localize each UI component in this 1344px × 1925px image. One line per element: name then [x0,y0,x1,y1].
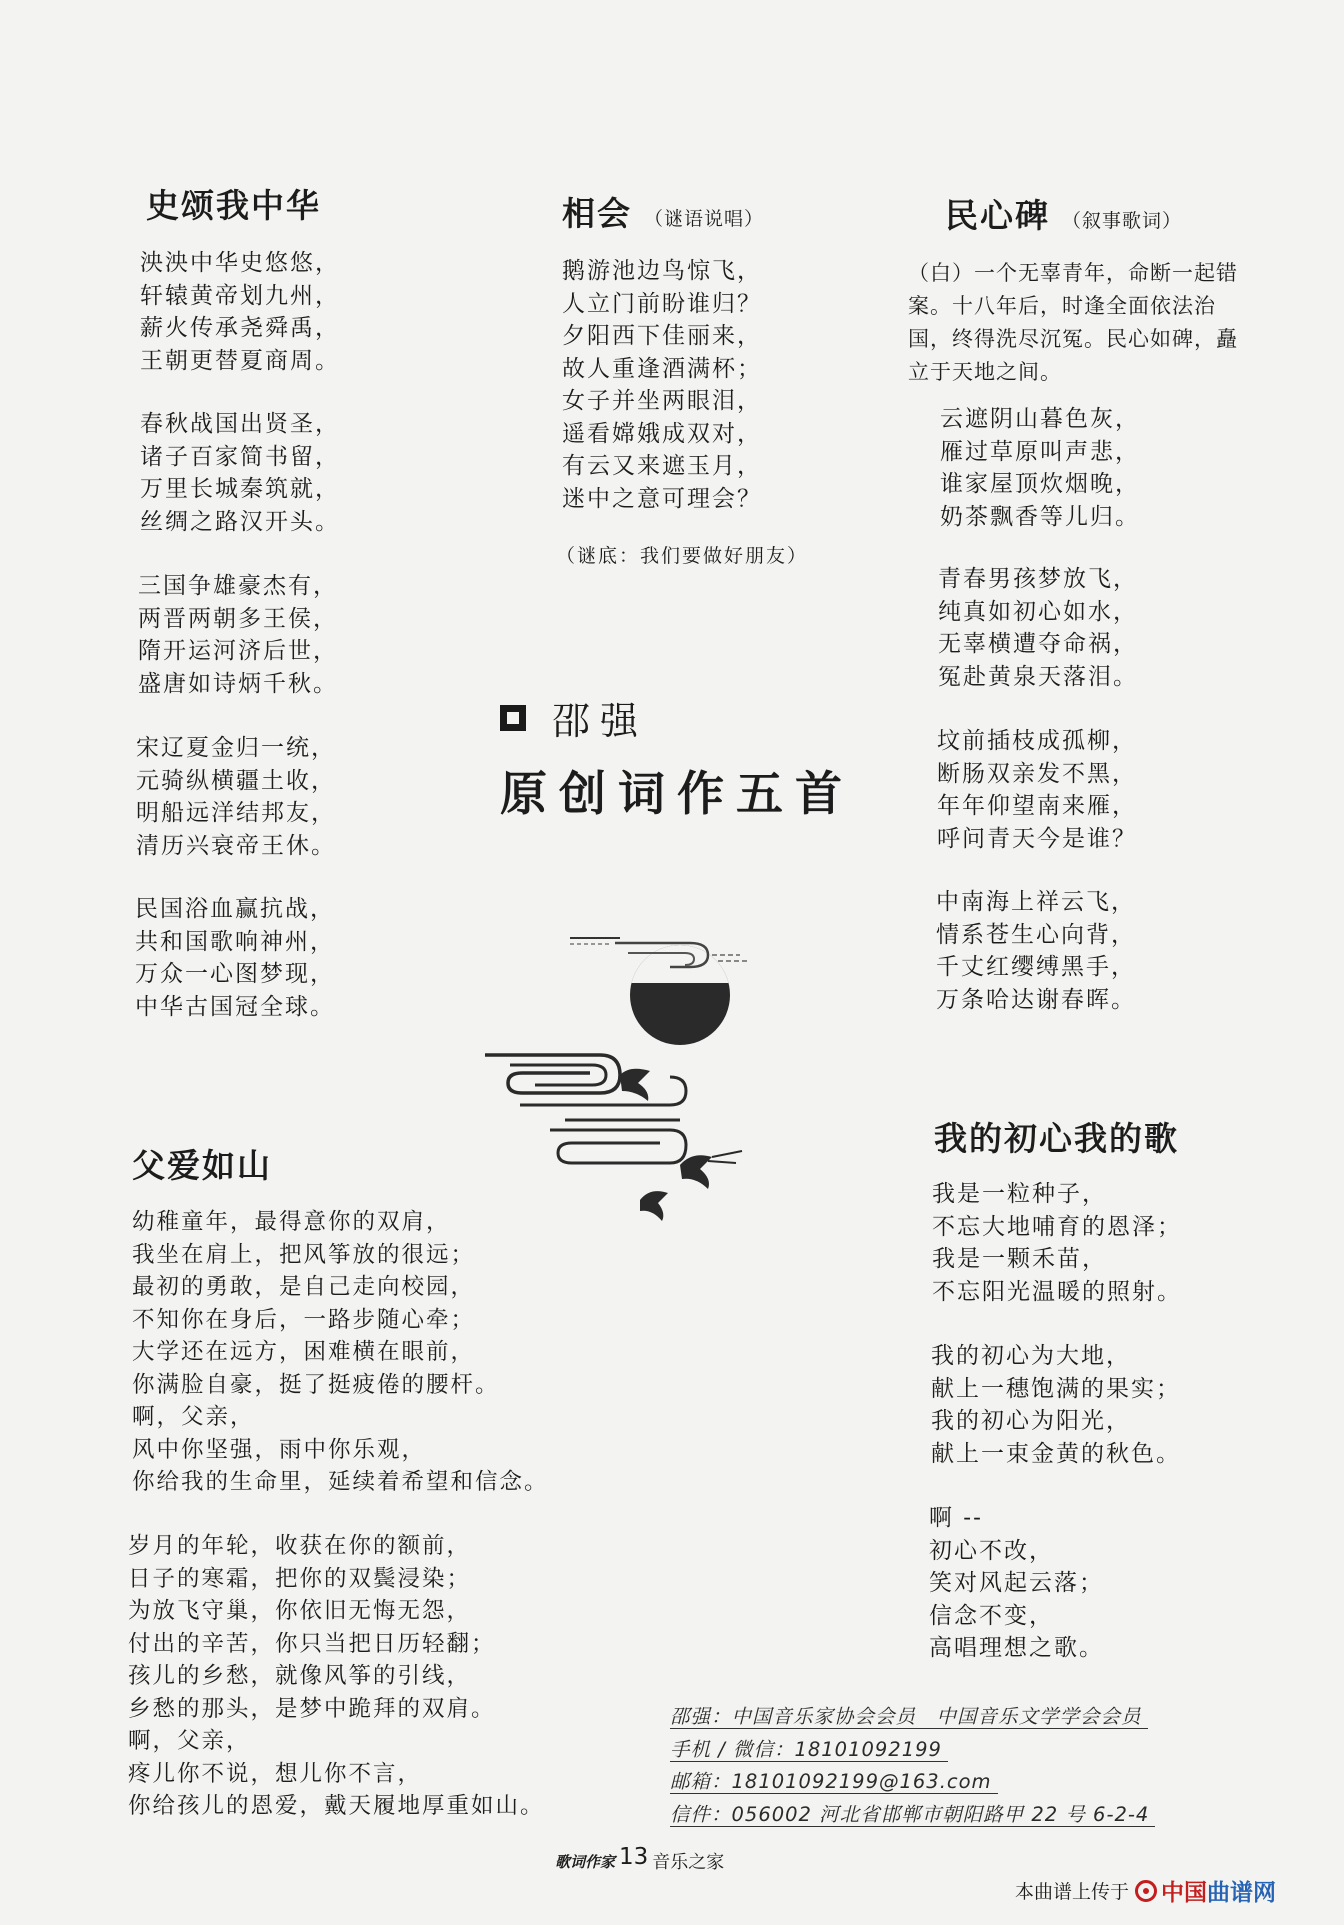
author-name-text: 邵强 [552,699,649,743]
poem-line: 呼问青天今是谁？ [937,825,1137,852]
poem-line: 乡愁的那头，是梦中跪拜的双肩。 [128,1695,496,1722]
poem5-stanza-3 [929,1502,1104,1665]
poem-line: 献上一束金黄的秋色。 [931,1440,1181,1467]
poem-line: 共和国歌响神州， [135,928,335,955]
poem-line: 幼稚童年，最得意你的双肩， [132,1209,451,1235]
poem1-stanza-1 [140,247,340,377]
author-header [500,690,854,824]
poem-line: 高唱理想之歌。 [929,1635,1104,1661]
poem-line: 故人重逢酒满杯； [562,355,762,382]
poem2-stanza [562,255,762,515]
page-number: 13 [619,1844,649,1870]
poem-line: 日子的寒霜，把你的双鬓浸染； [128,1565,472,1592]
poem5-stanza-2 [931,1340,1181,1470]
poem-line: 年年仰望南来雁， [937,793,1137,819]
watermark-text: 本曲谱上传于 [1015,1881,1130,1903]
poem-line: 不忘大地哺育的恩泽； [932,1213,1182,1240]
poem-line: 隋开运河济后世， [138,638,338,664]
poem-line: 雁过草原叫声悲， [940,438,1140,465]
poem-line: 诸子百家简书留， [140,443,340,470]
poem-line: 春秋战国出贤圣， [140,411,340,437]
poem-line: 有云又来遮玉月， [562,453,762,479]
poem-line: 清历兴衰帝王休。 [136,832,336,859]
poem-line: 坟前插枝成孤柳， [937,728,1137,754]
decorative-moon-swallows-art [480,895,820,1239]
poem-line: 你给我的生命里，延续着希望和信念。 [132,1469,549,1495]
poem-line: 两晋两朝多王侯， [138,605,338,632]
poem4-stanza-1 [132,1206,549,1499]
poem3-title-text: 民心碑 [945,196,1050,235]
poem-line: 我的初心为阳光， [931,1408,1131,1434]
poem-line: 夕阳西下佳丽来， [562,323,762,349]
site-watermark [1015,1874,1276,1907]
poem4-stanza-2 [128,1530,545,1823]
poem-line: 疼儿你不说，想儿你不言， [128,1760,423,1787]
poem-line: 啊 -- [929,1505,983,1531]
poem-line: 明船远洋结邦友， [136,800,336,826]
poem-line: 中华古国冠全球。 [135,993,335,1020]
poem-line: 孩儿的乡愁，就像风筝的引线， [128,1663,472,1689]
page-footer [555,1844,725,1874]
poem1-stanza-3 [138,570,338,700]
poem4-title: 父爱如山 [132,1146,272,1185]
poem-line: 青春男孩梦放飞， [938,566,1138,592]
poem-line: 人立门前盼谁归？ [562,290,762,317]
author-name [500,690,854,745]
poem-line: 云遮阴山暮色灰， [940,406,1140,432]
poem-line: 王朝更替夏商周。 [140,347,340,374]
poem3-stanza-4 [936,886,1136,1016]
poem3-stanza-2 [938,563,1138,693]
poem-line: 鹅游池边鸟惊飞， [562,258,762,284]
poem5-title: 我的初心我的歌 [934,1119,1179,1158]
poem5-stanza-1 [932,1178,1182,1308]
poem2-answer-note: （谜底：我们要做好朋友） [556,545,809,567]
publisher-name: 音乐之家 [652,1852,725,1873]
contact-address: 信件：056002 河北省邯郸市朝阳路甲 22 号 6-2-4 [670,1799,1155,1832]
poem-line: 谁家屋顶炊烟晚， [940,471,1140,497]
poem2-title [562,188,764,235]
poem1-stanza-5 [135,893,335,1023]
site-logo-icon [1135,1880,1157,1902]
poem-line: 万条哈达谢春晖。 [936,986,1136,1013]
magazine-name: 歌词作家 [555,1852,616,1871]
poem-line: 万里长城秦筑就， [140,476,340,502]
watermark-site-name: 中国曲谱网 [1161,1880,1277,1906]
poem-line: 最初的勇敢，是自己走向校园， [132,1274,476,1300]
contact-phone: 手机 / 微信：18101092199 [670,1734,1155,1767]
poem-line: 我是一粒种子， [932,1181,1107,1207]
poem-line: 冤赴黄泉天落泪。 [938,663,1138,690]
poem-line: 不忘阳光温暖的照射。 [932,1278,1182,1305]
poem-line: 风中你坚强，雨中你乐观， [132,1436,427,1463]
poem-line: 中南海上祥云飞， [936,889,1136,915]
poem-line: 宋辽夏金归一统， [136,735,336,761]
poem-line: 轩辕黄帝划九州， [140,282,340,309]
poem1-stanza-4 [136,732,336,862]
poem-line: 啊，父亲， [132,1404,255,1430]
author-contact-info [670,1701,1155,1831]
poem-line: 岁月的年轮，收获在你的额前， [128,1533,472,1559]
poem3-subtitle: （叙事歌词） [1062,210,1183,232]
poem-line: 大学还在远方，困难横在眼前， [132,1339,476,1365]
poem-line: 不知你在身后，一路步随心牵； [132,1306,476,1333]
contact-email: 邮箱：18101092199@163.com [670,1766,1155,1799]
poem-line: 三国争雄豪杰有， [138,573,338,599]
series-title: 原创词作五首 [500,767,854,822]
poem-line: 断肠双亲发不黑， [937,760,1137,787]
poem-line: 元骑纵横疆土收， [136,767,336,794]
poem-line: 纯真如初心如水， [938,598,1138,625]
moon-swallows-icon [480,895,820,1235]
poem-line: 我的初心为大地， [931,1343,1131,1369]
poem-line: 初心不改， [929,1537,1054,1564]
poem-line: 丝绸之路汉开头。 [140,508,340,535]
poem-line: 女子并坐两眼泪， [562,388,762,414]
poem-line: 奶茶飘香等儿归。 [940,503,1140,530]
poem-line: 遥看嫦娥成双对， [562,420,762,447]
poem-line: 我坐在肩上，把风筝放的很远； [132,1241,476,1268]
poem-line: 泱泱中华史悠悠， [140,250,340,276]
poem1-title: 史颂我中华 [146,186,321,225]
poem-line: 情系苍生心向背， [936,921,1136,948]
contact-membership: 邵强：中国音乐家协会会员 中国音乐文学学会会员 [670,1701,1155,1734]
poem-line: 无辜横遭夺命祸， [938,631,1138,657]
poem-line: 万众一心图梦现， [135,961,335,987]
poem-line: 信念不变， [929,1602,1054,1629]
poem-line: 你满脸自豪，挺了挺疲倦的腰杆。 [132,1371,500,1398]
poem-line: 啊，父亲， [128,1728,251,1754]
poem-line: 盛唐如诗炳千秋。 [138,670,338,697]
poem-line: 千丈红缨缚黑手， [936,954,1136,980]
square-bullet-icon [500,705,526,731]
poem-line: 付出的辛苦，你只当把日历轻翻； [128,1630,496,1657]
poem-line: 迷中之意可理会？ [562,485,762,512]
poem3-stanza-1 [940,403,1140,533]
poem2-subtitle: （谜语说唱） [644,208,765,230]
poem2-title-text: 相会 [562,194,632,233]
poem-line: 民国浴血赢抗战， [135,896,335,922]
poem-line: 我是一颗禾苗， [932,1246,1107,1272]
poem3-title [945,190,1182,237]
poem3-stanza-3 [937,725,1137,855]
poem3-intro: （白）一个无辜青年，命断一起错案。十八年后，时逢全面依法治国，终得洗尽沉冤。民心如碑，矗立于天地之间。 [908,261,1238,384]
poem-line: 笑对风起云落； [929,1570,1104,1596]
poem-line: 献上一穗饱满的果实； [931,1375,1181,1402]
poem-line: 为放飞守巢，你依旧无悔无怨， [128,1598,472,1624]
poem-line: 薪火传承尧舜禹， [140,315,340,341]
poem1-stanza-2 [140,408,340,538]
poem-line: 你给孩儿的恩爱，戴天履地厚重如山。 [128,1793,545,1819]
